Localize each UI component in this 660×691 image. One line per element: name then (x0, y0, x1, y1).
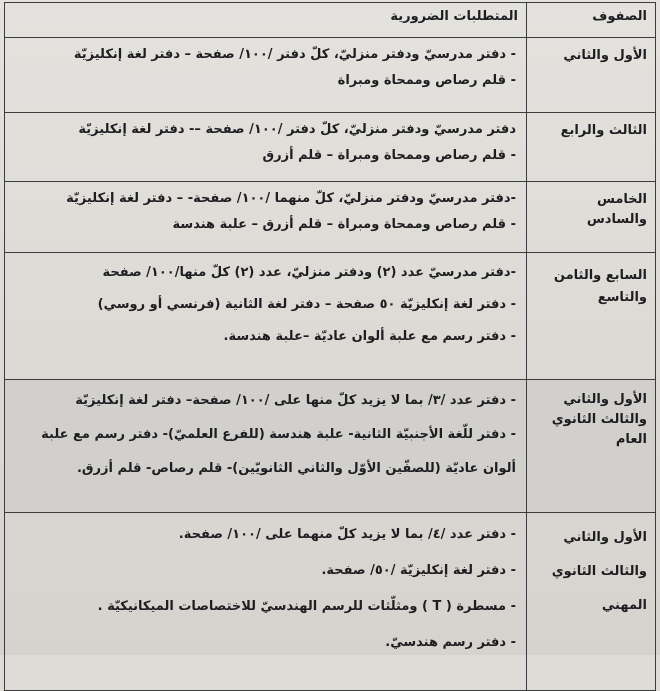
requirement-item: - قلم رصاص وممحاة ومبراة (337, 73, 516, 88)
table-row (5, 253, 656, 380)
table-row (5, 113, 656, 182)
header-row (5, 3, 656, 38)
grades-header: الصفوف (527, 3, 656, 38)
requirement-item: دفتر مدرسيّ ودفتر منزليّ، كلّ دفتر /١٠٠/ صفحة –- دفتر لغة إنكليزيّة (78, 122, 516, 137)
requirements-cell (5, 182, 527, 253)
requirements-cell (5, 380, 527, 513)
requirement-item: - قلم رصاص وممحاة ومبراة – قلم أزرق – علبة هندسة (172, 217, 516, 232)
requirements-cell (5, 38, 527, 113)
requirement-item: ألوان عاديّة (للصفّين الأوّل والثاني الثانويّين)- قلم رصاص- قلم أزرق. (76, 461, 516, 476)
table-row (5, 182, 656, 253)
requirement-item: - دفتر لغة إنكليزيّة /٥٠/ صفحة. (321, 563, 516, 578)
requirements-cell (5, 513, 527, 691)
grade-cell: الأول والثاني والثالث الثانوي العام (527, 380, 656, 513)
requirement-item: - دفتر عدد /٤/ بما لا يزيد كلّ منهما على /١٠٠/ صفحة. (178, 527, 516, 542)
table-row (5, 38, 656, 113)
requirement-item: - مسطرة ( T ) ومثلّثات للرسم الهندسيّ للاختصاصات الميكانيكيّة . (97, 599, 516, 614)
grade-cell: الأول والثاني (527, 38, 656, 113)
grade-cell: الخامس والسادس (527, 182, 656, 253)
requirement-item: - دفتر رسم هندسيّ. (385, 635, 516, 650)
grade-cell: الأول والثاني والثالث الثانوي المهني (527, 513, 656, 691)
requirement-item: - قلم رصاص وممحاة ومبراة – قلم أزرق (262, 148, 516, 163)
grade-cell: السابع والثامن والتاسع (527, 253, 656, 380)
requirements-table (4, 2, 656, 691)
requirement-item: - دفتر لغة إنكليزيّة ٥٠ صفحة – دفتر لغة الثانية (فرنسي أو روسي) (97, 297, 516, 312)
requirement-item: - دفتر رسم مع علبة ألوان عاديّة –علبة هندسة. (223, 329, 516, 344)
requirement-item: -دفتر مدرسيّ ودفتر منزليّ، كلّ منهما /١٠٠/ صفحة- – دفتر لغة إنكليزيّة (66, 191, 516, 206)
requirements-cell (5, 113, 527, 182)
requirements-header: المتطلبات الضرورية (5, 3, 527, 38)
requirement-item: - دفتر للّغة الأجنبيّة الثانية- علبة هندسة (للفرع العلميّ)- دفتر رسم مع علبة (41, 427, 516, 442)
table-row (5, 513, 656, 691)
requirement-item: - دفتر عدد /٣/ بما لا يزيد كلّ منها على /١٠٠/ صفحة– دفتر لغة إنكليزيّة (75, 393, 516, 408)
table-row (5, 380, 656, 513)
requirement-item: -دفتر مدرسيّ عدد (٢) ودفتر منزليّ، عدد (٢) كلّ منها/١٠٠/ صفحة (102, 265, 516, 280)
grade-cell: الثالث والرابع (527, 113, 656, 182)
requirement-item: - دفتر مدرسيّ ودفتر منزليّ، كلّ دفتر /١٠٠/ صفحة – دفتر لغة إنكليزيّة (73, 47, 516, 62)
requirements-cell (5, 253, 527, 380)
